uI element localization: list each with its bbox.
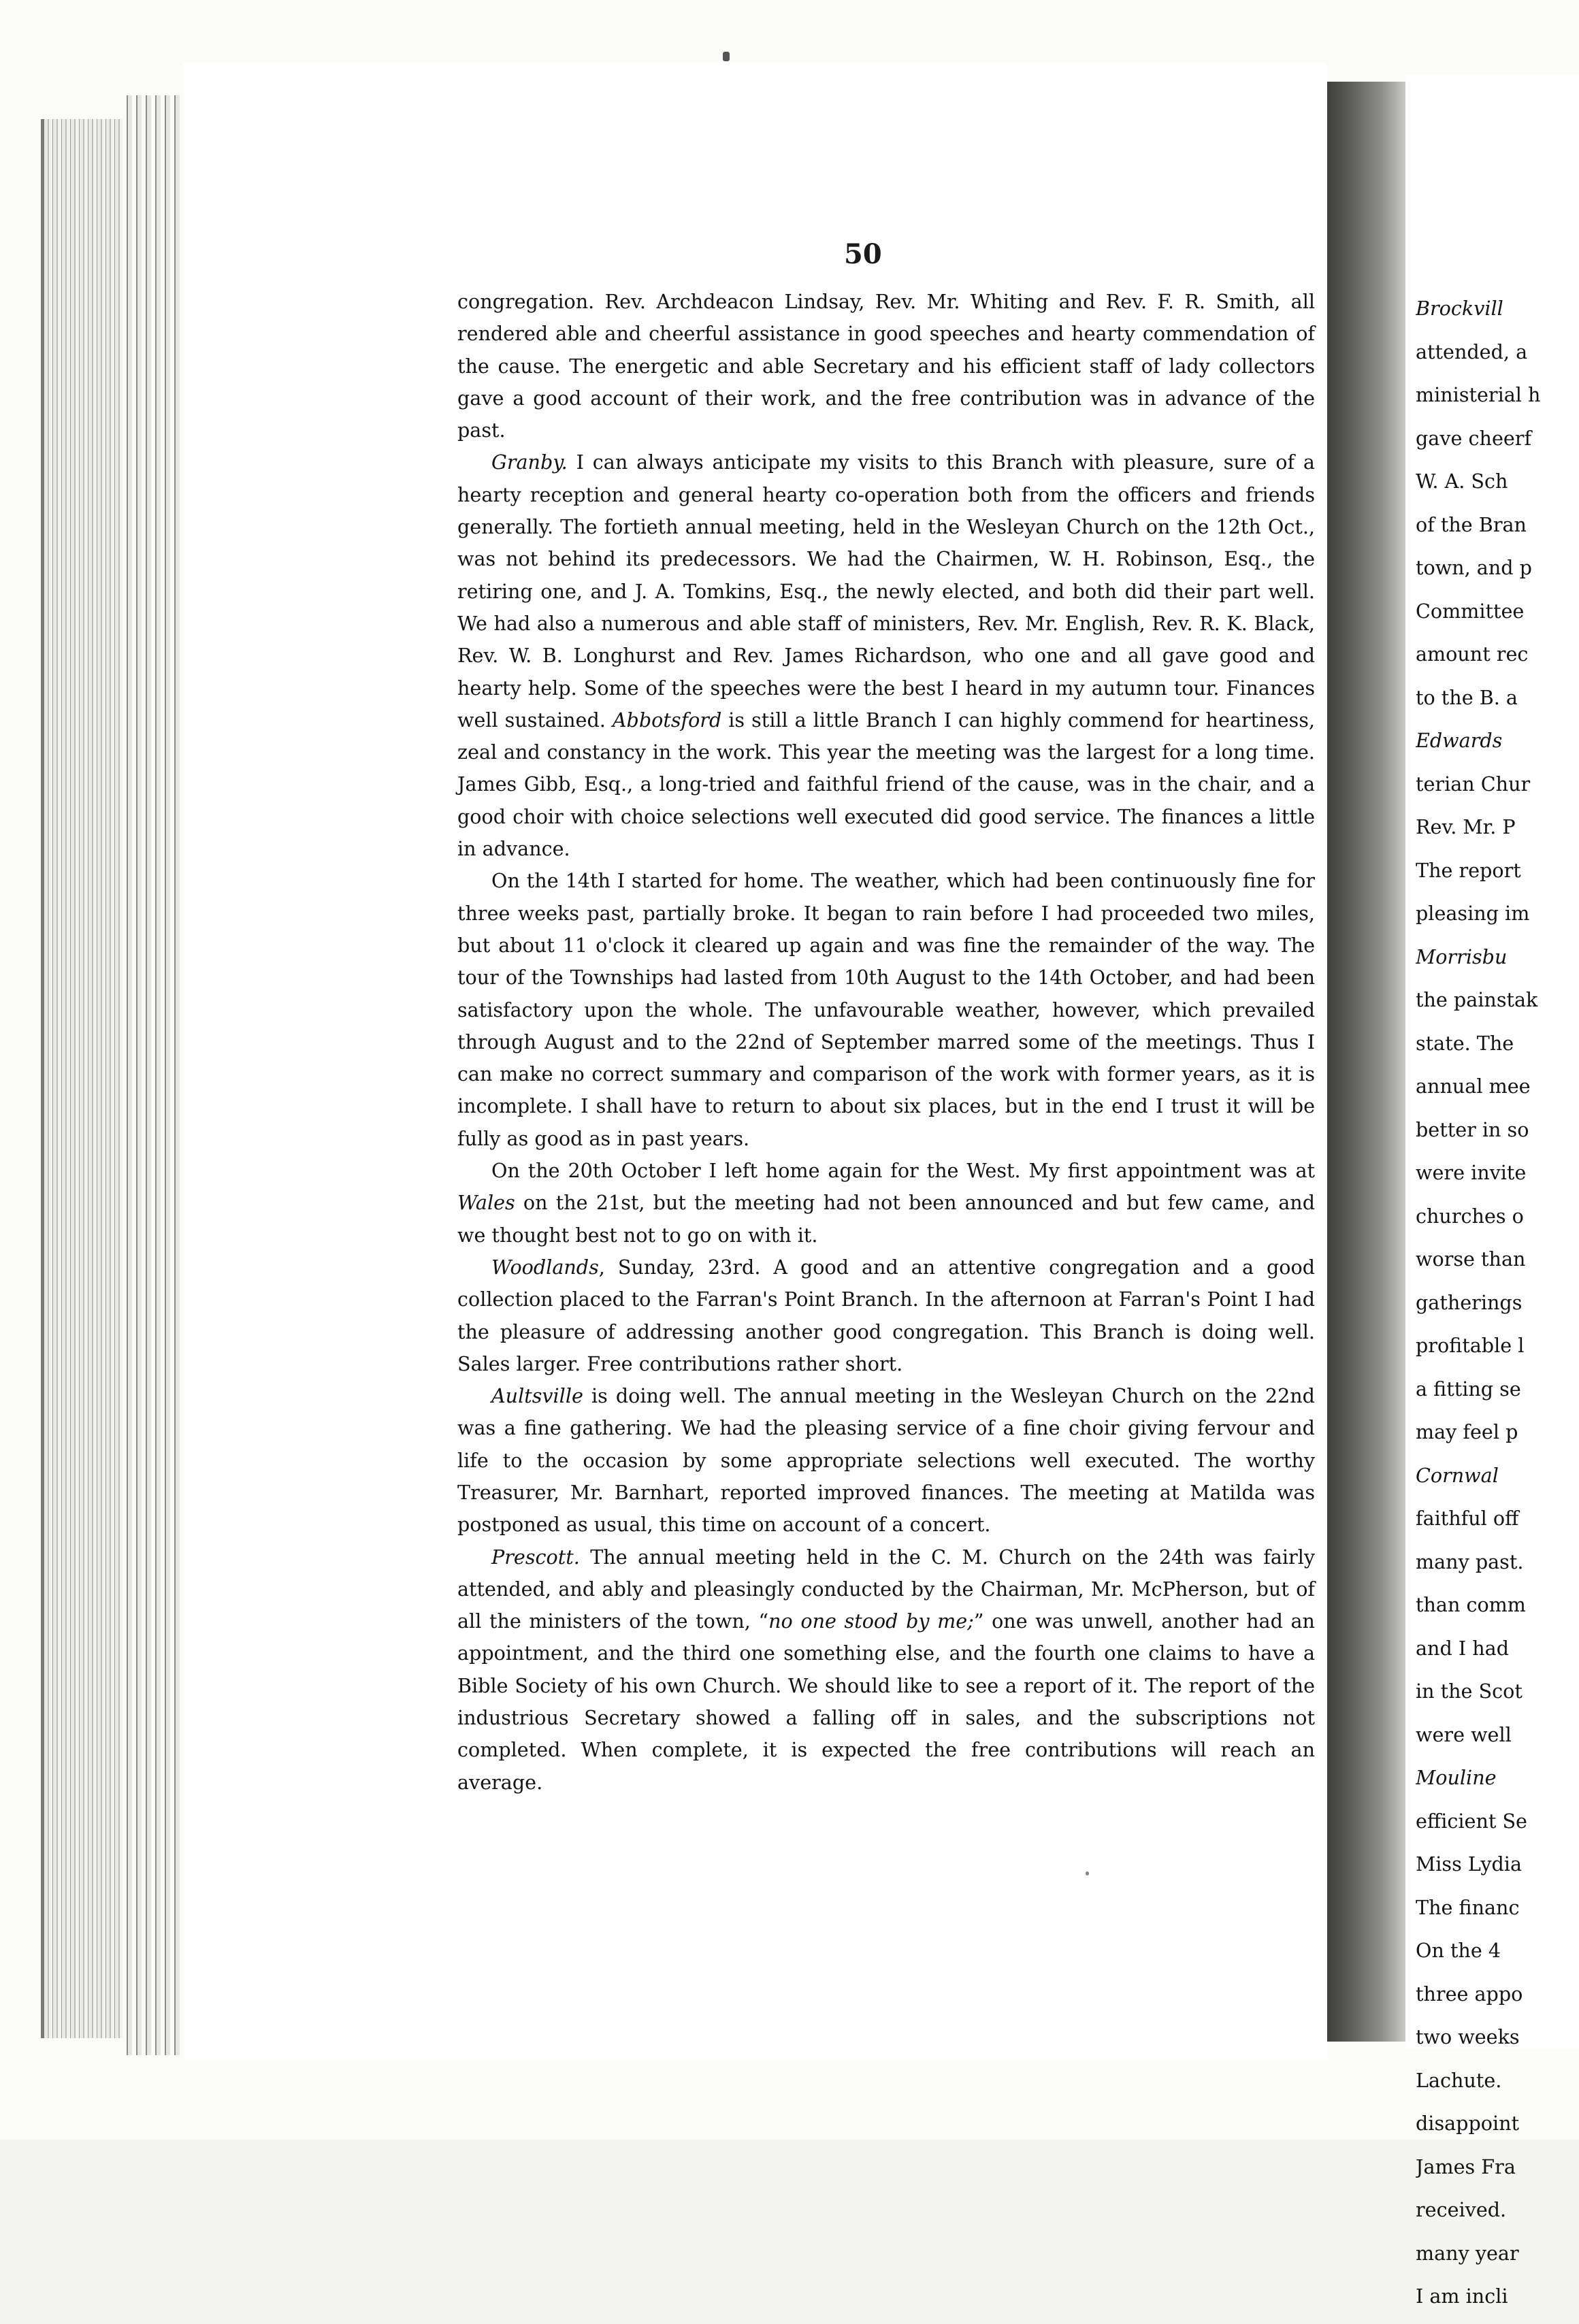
italic-text-run: no one stood by me; xyxy=(768,1609,974,1633)
paragraph xyxy=(457,1541,1315,1799)
facing-page-line: Lachute. xyxy=(1416,2068,1502,2092)
facing-page-line: annual mee xyxy=(1416,1075,1531,1098)
page-number: 50 xyxy=(844,238,882,270)
italic-text-run: Abbotsford xyxy=(612,708,722,732)
text-run: , Sunday, 23rd. A good and an attentive congregation and a good collection placed to the Farran's Point Branch. In the afternoon at Farran's Point I had the pleasure of addressing another good congregation. This Branch is doing well. Sales larger. Free contributions rather short. xyxy=(457,1255,1315,1375)
text-run: is still a little Branch I can highly commend for heartiness, zeal and constancy in the work. This year the meeting was the largest for a long time. James Gibb, Esq., a long-tried and faithful friend of the cause, was in the chair, and a good choir with choice selections well executed did good service. The finances a little in advance. xyxy=(457,708,1315,861)
facing-page-line: Committee xyxy=(1416,599,1525,623)
facing-page-line: Morrisbu xyxy=(1416,945,1508,968)
text-run: congregation. Rev. Archdeacon Lindsay, Rev. Mr. Whiting and Rev. F. R. Smith, all rendered able and cheerful assistance in good speeches and hearty commendation of the cause. The energetic and able Secretary and his efficient staff of lady collectors gave a good account of their work, and the free contribution was in advance of the past. xyxy=(457,290,1315,442)
facing-page-line: attended, a xyxy=(1416,340,1528,363)
scan-speck xyxy=(1086,1871,1089,1876)
facing-page-line: and I had xyxy=(1416,1636,1510,1660)
facing-page-line: may feel p xyxy=(1416,1420,1518,1443)
paragraph xyxy=(457,1155,1315,1251)
facing-page-line: The financ xyxy=(1416,1895,1520,1919)
book-gutter xyxy=(1327,82,1405,2042)
facing-page-line: Cornwal xyxy=(1416,1463,1499,1487)
text-run: On the 14th I started for home. The weather, which had been continuously fine for three weeks past, partially broke. It began to rain before I had proceeded two miles, but about 11 o'clock it cleared up again and was fine the remainder of the way. The tour of the Townships had lasted from 10th August to the 14th October, and had been satisfactory upon the whole. The unfavourable weather, however, which prevailed through August and to the 22nd of September marred some of the meetings. Thus I can make no correct summary and comparison of the work with former years, as it is incomplete. I shall have to return to about six places, but in the end I trust it will be fully as good as in past years. xyxy=(457,869,1315,1150)
facing-page-line: disappoint xyxy=(1416,2112,1520,2135)
text-run: ” one was unwell, another had an appointment, and the third one something else, and the fourth one claims to have a Bible Society of his own Church. We should like to see a report of it. The report of the industrious Secretary showed a falling off in sales, and the subscriptions not completed. When complete, it is expected the free contributions will reach an average. xyxy=(457,1609,1315,1794)
facing-page-line: gatherings xyxy=(1416,1290,1523,1314)
facing-page-line: I am incli xyxy=(1416,2285,1508,2308)
facing-page-line: town, and p xyxy=(1416,556,1532,579)
facing-page-line: the painstak xyxy=(1416,988,1538,1011)
facing-page-line: three appo xyxy=(1416,1982,1523,2006)
facing-page-line: terian Chur xyxy=(1416,772,1531,796)
facing-page-line: Brockvill xyxy=(1416,297,1503,320)
facing-page-line: James Fra xyxy=(1416,2155,1516,2178)
page-body-text xyxy=(457,286,1315,1799)
facing-page-line: ministerial h xyxy=(1416,383,1541,406)
paragraph xyxy=(457,446,1315,865)
paragraph xyxy=(457,286,1315,446)
facing-page-line: many year xyxy=(1416,2241,1519,2265)
italic-text-run: Prescott. xyxy=(491,1545,580,1569)
facing-page-line: worse than xyxy=(1416,1247,1526,1271)
facing-page-line: efficient Se xyxy=(1416,1809,1527,1833)
facing-page-line: On the 4 xyxy=(1416,1939,1501,1962)
facing-page-line: of the Bran xyxy=(1416,512,1527,536)
facing-page-line: churches o xyxy=(1416,1204,1524,1228)
facing-page-line: were well xyxy=(1416,1722,1512,1746)
italic-text-run: Wales xyxy=(457,1191,515,1215)
facing-page-line: amount rec xyxy=(1416,642,1529,666)
text-run: The annual meeting held in the C. M. Church on the 24th was fairly attended, and ably and pleasingly conducted by the Chairman, Mr. McPherson, but of all the ministers of the town, “ xyxy=(457,1545,1315,1633)
text-run: On the 20th October I left home again for the West. My first appointment was at xyxy=(491,1159,1315,1183)
text-run: is doing well. The annual meeting in the Wesleyan Church on the 22nd was a fine gathering. We had the pleasing service of a fine choir giving fervour and life to the occasion by some appropriate selections well executed. The worthy Treasurer, Mr. Barnhart, reported improved finances. The meeting at Matilda was postponed as usual, this time on account of a concert. xyxy=(457,1384,1315,1537)
facing-page-line: in the Scot xyxy=(1416,1680,1523,1703)
italic-text-run: Woodlands xyxy=(491,1255,599,1279)
facing-page-line: Mouline xyxy=(1416,1766,1497,1789)
facing-page-line: Rev. Mr. P xyxy=(1416,815,1516,838)
paragraph xyxy=(457,1251,1315,1380)
facing-page-line: Miss Lydia xyxy=(1416,1852,1522,1876)
text-run: on the 21st, but the meeting had not been announced and but few came, and we thought best not to go on with it. xyxy=(457,1191,1315,1247)
facing-page-line: faithful off xyxy=(1416,1507,1519,1530)
facing-page-line: profitable l xyxy=(1416,1334,1525,1357)
facing-page-line: gave cheerf xyxy=(1416,426,1532,450)
facing-page-line: received. xyxy=(1416,2198,1507,2221)
facing-page-line: to the B. a xyxy=(1416,685,1518,709)
facing-page-line: a fitting se xyxy=(1416,1377,1521,1401)
facing-page-line: better in so xyxy=(1416,1117,1529,1141)
facing-page-line: were invite xyxy=(1416,1161,1527,1184)
facing-page-line: than comm xyxy=(1416,1593,1526,1616)
italic-text-run: Granby. xyxy=(491,451,568,474)
facing-page-line: Edwards xyxy=(1416,729,1503,752)
page-edge-stack-inner xyxy=(123,95,184,2055)
facing-page-line: two weeks xyxy=(1416,2025,1520,2048)
scan-speck xyxy=(723,52,730,61)
facing-page-line: pleasing im xyxy=(1416,902,1530,925)
italic-text-run: Aultsville xyxy=(491,1384,583,1408)
facing-page-text xyxy=(1416,293,1579,2324)
paragraph xyxy=(457,1380,1315,1541)
text-run: I can always anticipate my visits to this Branch with pleasure, sure of a hearty reception and general hearty co-operation both from the officers and friends generally. The fortieth annual meeting, held in the Wesleyan Church on the 12th Oct., was not behind its predecessors. We had the Chairmen, W. H. Robinson, Esq., the retiring one, and J. A. Tomkins, Esq., the newly elected, and both did their part well. We had also a numerous and able staff of ministers, Rev. Mr. English, Rev. R. K. Black, Rev. W. B. Longhurst and Rev. James Richardson, who one and all gave good and hearty help. Some of the speeches were the best I heard in my autumn tour. Finances well sustained. xyxy=(457,451,1315,732)
facing-page-line: The report xyxy=(1416,858,1521,882)
paragraph xyxy=(457,865,1315,1155)
facing-page-line: state. The xyxy=(1416,1031,1514,1055)
facing-page-line: many past. xyxy=(1416,1550,1524,1573)
facing-page-line: W. A. Sch xyxy=(1416,470,1508,493)
